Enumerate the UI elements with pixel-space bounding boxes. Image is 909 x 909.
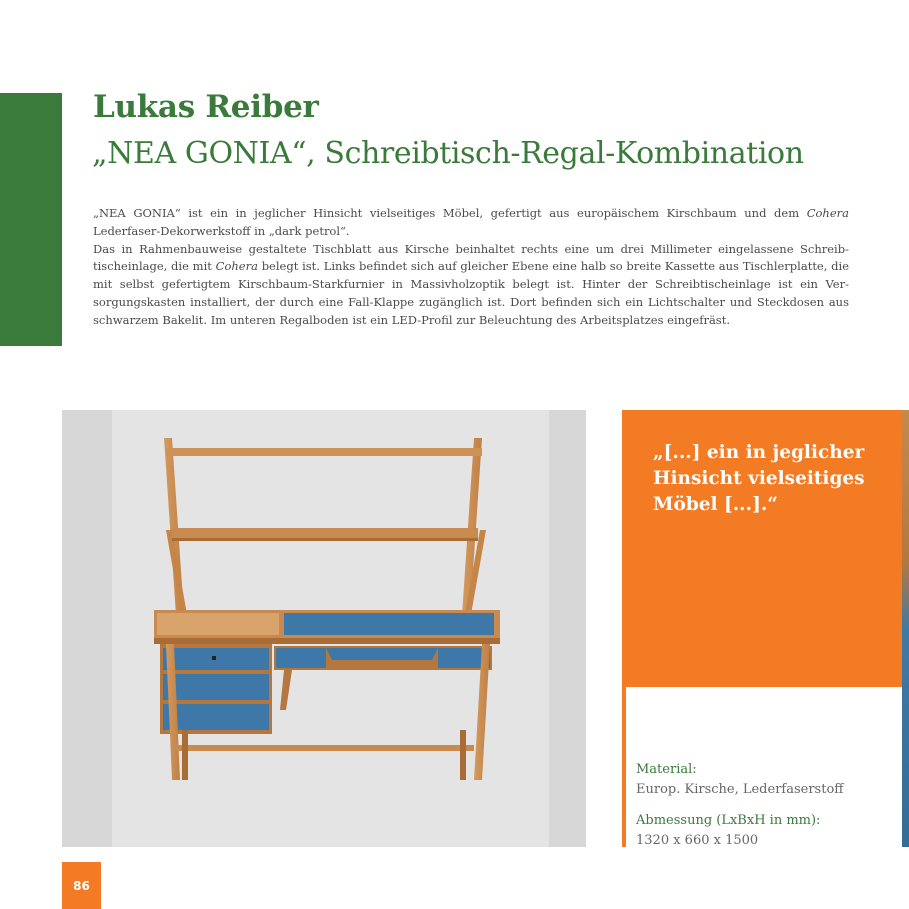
designer-name: Lukas Reiber [93,89,319,125]
product-photo [62,410,586,847]
green-accent-bar [0,93,62,346]
description-paragraph-1: „NEA GONIA“ ist ein in jeglicher Hinsicht vielseitiges Möbel, gefertigt aus europäischem Kirschbaum und dem Cohera Lederfaser-Dekorwerkstoff in „dark petrol“. [93,206,849,238]
orange-divider [622,687,626,847]
product-title: „NEA GONIA“, Schreibtisch-Regal-Kombination [92,136,804,171]
page-number: 86 [62,862,101,909]
dimensions-value: 1320 x 660 x 1500 [636,833,759,847]
material-value: Europ. Kirsche, Lederfaserstoff [636,782,844,797]
description-paragraph-2: Das in Rahmenbauweise gestaltete Tischblatt aus Kirsche beinhaltet rechts eine um drei Millimeter eingelassene Schreibtischeinlage, die mit Cohera belegt ist. Links befindet sich auf gleicher Ebene eine halb so breite Kassette aus Tischlerplatte, die mit selbst gefertigtem Kirschbaum-Starkfurnier in Massivholzoptik belegt ist. Hinter der Schreibtischeinlage ist ein Versorgungskasten installiert, der durch eine Fall-Klappe zugänglich ist. Dort befinden sich ein Lichtschalter und Steckdosen aus schwarzem Bakelit. Im unteren Regalboden ist ein LED-Profil zur Beleuchtung des Arbeitsplatzes eingefräst. [93,241,850,327]
material-label: Material: [636,762,697,777]
dimensions-label: Abmessung (LxBxH in mm): [636,813,821,828]
description [93,205,849,330]
next-image-edge [902,410,909,847]
desk-illustration [62,410,586,847]
pull-quote: „[...] ein in jeglicher Hinsicht vielseitiges Möbel [...].“ [653,442,865,515]
